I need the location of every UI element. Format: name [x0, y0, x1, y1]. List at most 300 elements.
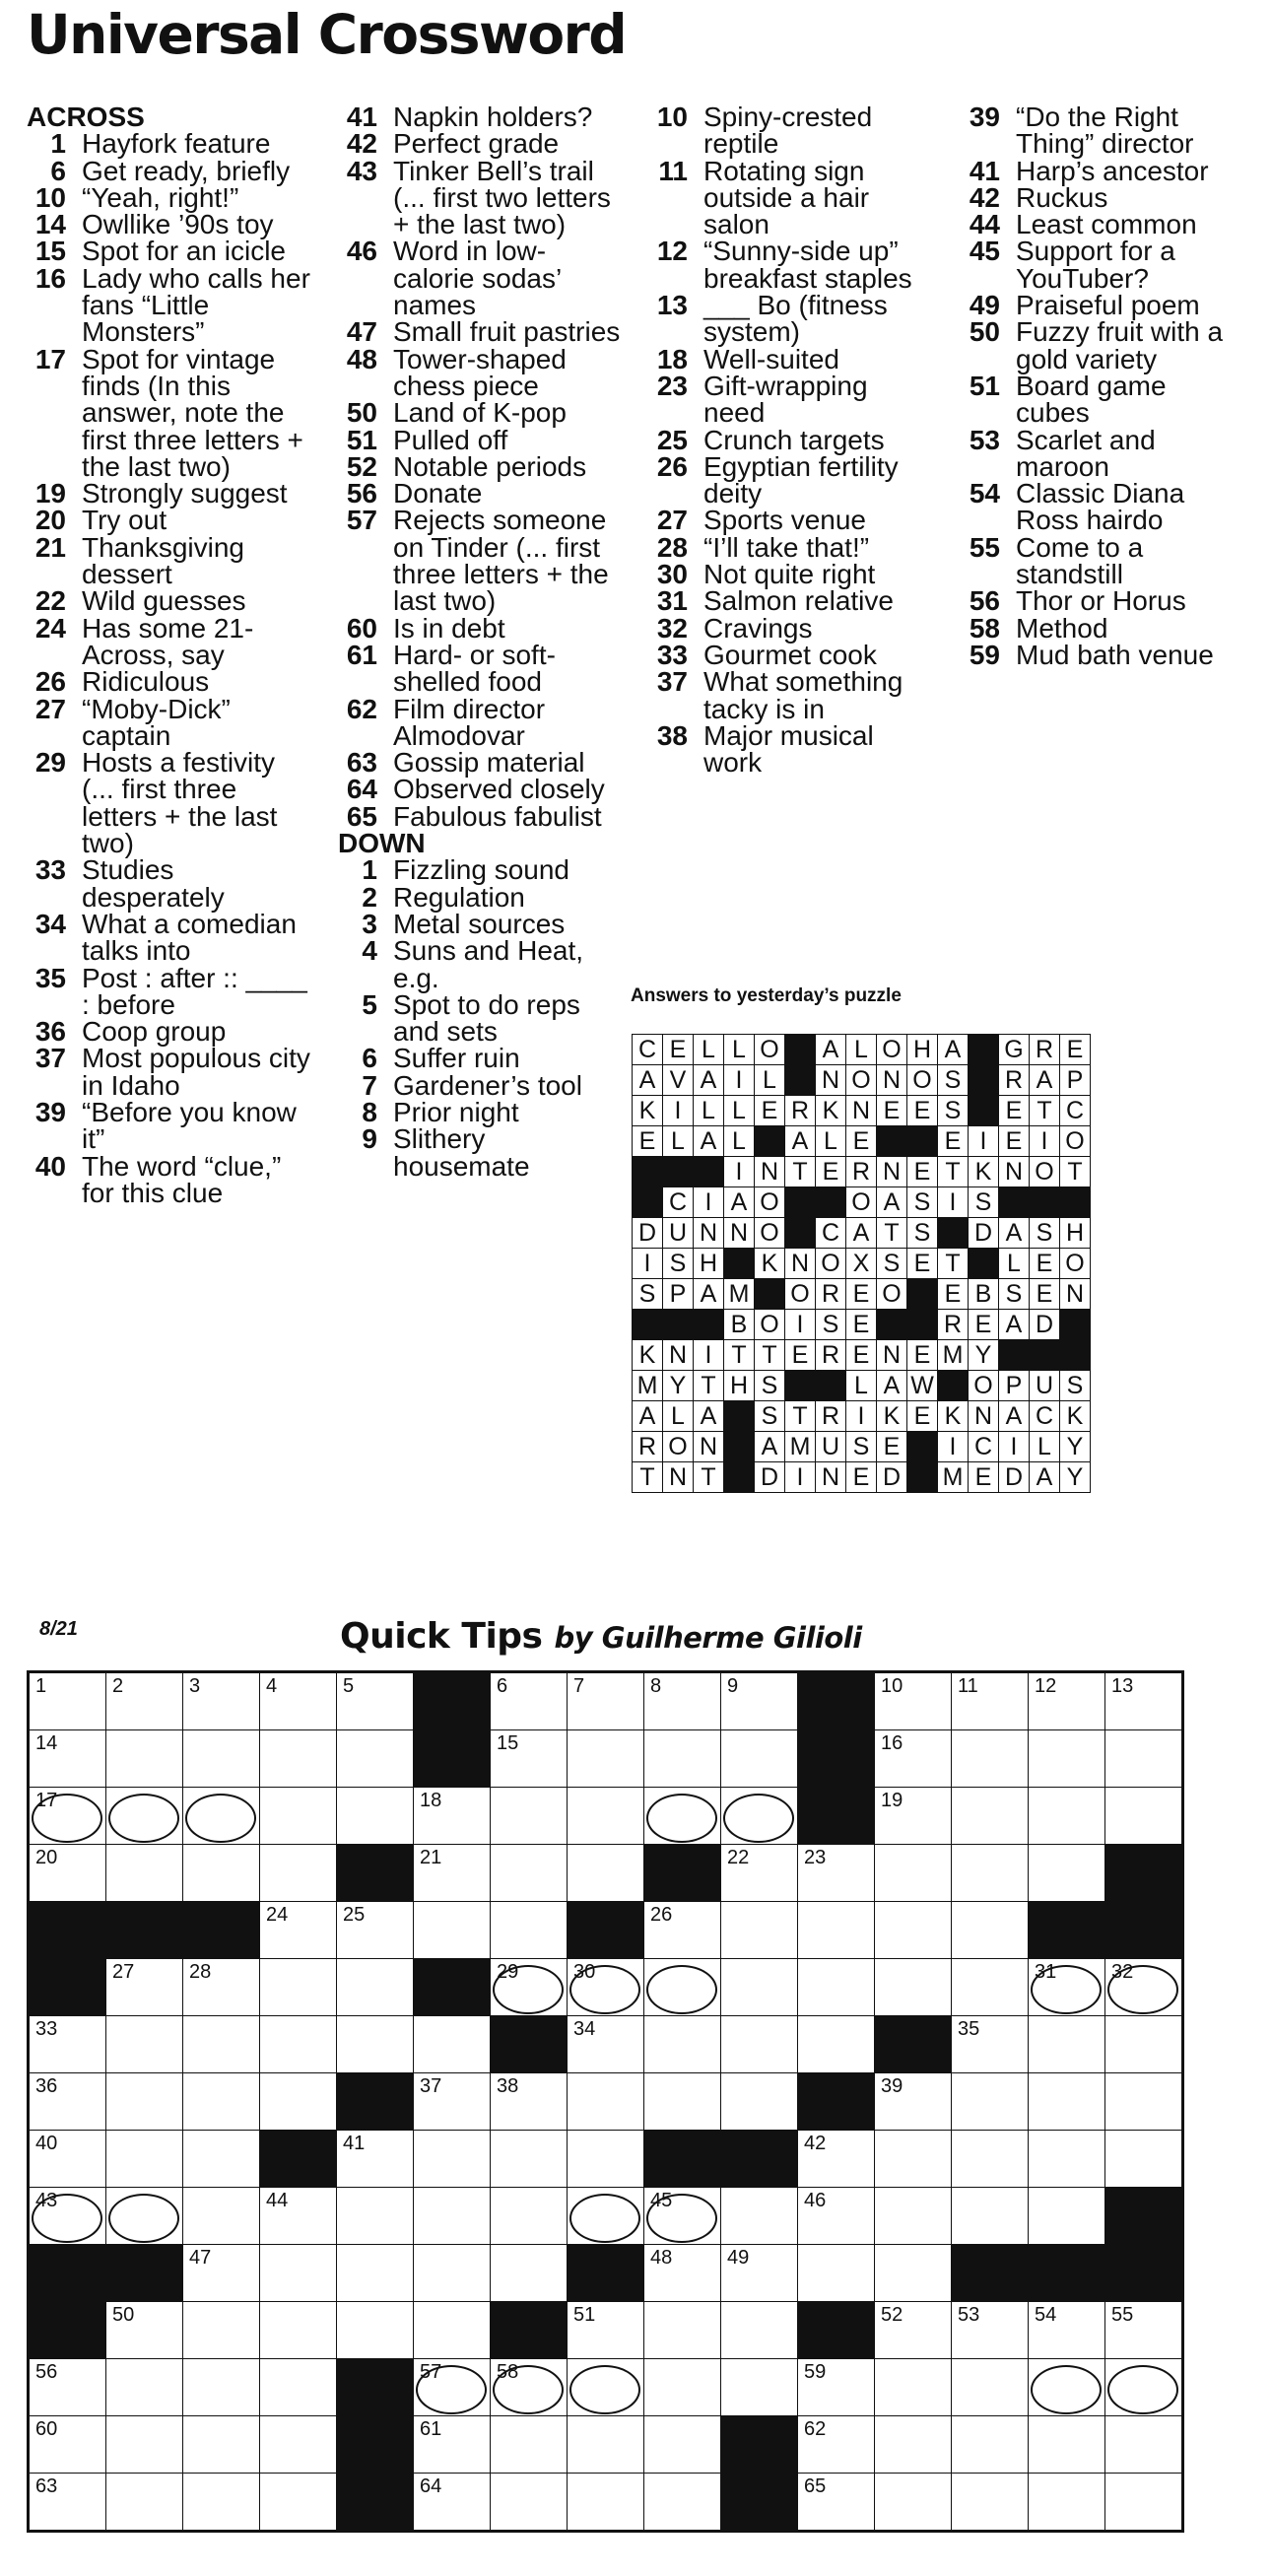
clue [338, 480, 624, 507]
clue-number: 48 [346, 343, 377, 374]
grid-cell[interactable] [414, 2131, 491, 2188]
circle-marker [646, 1965, 717, 2014]
grid-cell[interactable] [106, 2016, 183, 2073]
grid-cell[interactable] [491, 2073, 568, 2131]
grid-cell[interactable] [183, 1788, 260, 1845]
clue-text: Salmon relative [703, 585, 894, 617]
grid-cell[interactable] [260, 2188, 337, 2245]
clue-number: 37 [34, 1043, 66, 1074]
clue-number: 52 [346, 450, 377, 482]
answer-black-square [816, 1187, 846, 1218]
answer-black-square [785, 1065, 816, 1096]
clue-number: 63 [346, 747, 377, 779]
grid-cell[interactable] [414, 2245, 491, 2302]
grid-cell[interactable] [952, 1788, 1029, 1845]
grid-cell[interactable] [721, 1788, 798, 1845]
grid-cell[interactable] [1105, 1730, 1183, 1788]
grid-cell[interactable] [260, 1730, 337, 1788]
cell-number: 18 [420, 1790, 442, 1811]
grid-cell[interactable] [29, 2474, 106, 2532]
clue-number: 24 [34, 612, 66, 644]
grid-cell[interactable] [875, 1672, 952, 1730]
grid-cell[interactable] [106, 2359, 183, 2416]
grid-cell[interactable] [644, 1730, 721, 1788]
grid-cell[interactable] [798, 2016, 875, 2073]
clue-text: Word in low-calorie sodas’ names [393, 236, 562, 321]
grid-cell[interactable] [568, 1730, 644, 1788]
grid-cell[interactable] [644, 2416, 721, 2474]
clue-number: 61 [346, 639, 377, 670]
grid-cell[interactable] [798, 1902, 875, 1959]
grid-cell[interactable] [337, 1788, 414, 1845]
grid-cell[interactable] [1029, 2131, 1105, 2188]
grid-cell[interactable] [183, 2302, 260, 2359]
answer-letter: N [999, 1157, 1030, 1187]
grid-cell[interactable] [260, 1959, 337, 2016]
grid-cell[interactable] [337, 2302, 414, 2359]
clue-number: 40 [34, 1150, 66, 1182]
grid-cell[interactable] [491, 2131, 568, 2188]
grid-cell[interactable] [1029, 1672, 1105, 1730]
answer-letter: O [969, 1371, 999, 1401]
grid-cell[interactable] [29, 2016, 106, 2073]
grid-cell[interactable] [952, 2302, 1029, 2359]
answer-letter: E [1060, 1035, 1091, 1065]
grid-cell[interactable] [952, 1959, 1029, 2016]
cell-number: 15 [497, 1732, 519, 1754]
grid-cell[interactable] [1029, 1788, 1105, 1845]
clue-number: 5 [362, 988, 377, 1020]
cell-number: 32 [1111, 1961, 1134, 1983]
cell-number: 23 [804, 1847, 827, 1868]
grid-cell[interactable] [106, 1959, 183, 2016]
grid-cell[interactable] [29, 1672, 106, 1730]
grid-cell[interactable] [29, 2188, 106, 2245]
answer-letter: A [999, 1310, 1030, 1340]
grid-cell[interactable] [952, 1672, 1029, 1730]
grid-cell[interactable] [952, 2073, 1029, 2131]
grid-cell[interactable] [183, 2016, 260, 2073]
grid-cell[interactable] [952, 1902, 1029, 1959]
grid-cell[interactable] [798, 2188, 875, 2245]
grid-cell[interactable] [337, 1672, 414, 1730]
grid-cell[interactable] [875, 1845, 952, 1902]
grid-cell[interactable] [1029, 2416, 1105, 2474]
grid-cell[interactable] [644, 1788, 721, 1845]
clue-number: 58 [969, 612, 1000, 644]
clue-number: 59 [969, 639, 1000, 670]
grid-cell[interactable] [721, 2245, 798, 2302]
grid-cell[interactable] [1105, 2016, 1183, 2073]
grid-cell[interactable] [29, 2131, 106, 2188]
puzzle-byline: by Guilherme Gilioli [554, 1621, 862, 1655]
cell-number: 34 [573, 2018, 596, 2040]
grid-cell[interactable] [260, 1672, 337, 1730]
grid-cell[interactable] [721, 1959, 798, 2016]
answer-letter: X [846, 1249, 877, 1279]
clue [648, 343, 934, 374]
grid-cell[interactable] [106, 2474, 183, 2532]
grid-cell[interactable] [875, 2416, 952, 2474]
grid-cell[interactable] [1029, 1845, 1105, 1902]
grid-cell[interactable] [260, 2073, 337, 2131]
clue-text: Rotating sign outside a hair salon [703, 155, 870, 240]
grid-cell[interactable] [1029, 1959, 1105, 2016]
black-square [798, 2302, 875, 2359]
grid-cell[interactable] [414, 2359, 491, 2416]
grid-cell[interactable] [568, 2073, 644, 2131]
clue-text: Studies desperately [82, 854, 225, 913]
page-title: Universal Crossword [27, 3, 627, 66]
grid-cell[interactable] [260, 2359, 337, 2416]
grid-cell[interactable] [260, 1845, 337, 1902]
grid-cell[interactable] [183, 1730, 260, 1788]
cell-number: 8 [650, 1675, 662, 1697]
clue-text: Coop group [82, 1016, 227, 1048]
answer-letter: I [999, 1432, 1030, 1462]
grid-cell[interactable] [952, 2188, 1029, 2245]
clue [27, 1096, 312, 1155]
answer-letter: K [816, 1096, 846, 1126]
clue-number: 20 [34, 505, 66, 536]
grid-cell[interactable] [29, 1788, 106, 1845]
clue [648, 103, 934, 158]
grid-cell[interactable] [568, 2016, 644, 2073]
answer-letter: S [846, 1432, 877, 1462]
answer-black-square [694, 1310, 724, 1340]
grid-cell[interactable] [798, 1845, 875, 1902]
answer-letter: E [785, 1340, 816, 1371]
grid-cell[interactable] [952, 1730, 1029, 1788]
grid-cell[interactable] [491, 1788, 568, 1845]
clue-text: Slithery housemate [393, 1123, 530, 1182]
grid-cell[interactable] [183, 2474, 260, 2532]
answers-title: Answers to yesterday’s puzzle [631, 985, 902, 1006]
grid-cell[interactable] [29, 2359, 106, 2416]
grid-cell[interactable] [568, 2131, 644, 2188]
grid-cell[interactable] [106, 2188, 183, 2245]
grid-cell[interactable] [29, 1845, 106, 1902]
clue-number: 32 [656, 612, 688, 644]
grid-cell[interactable] [1029, 2016, 1105, 2073]
grid-cell[interactable] [952, 1845, 1029, 1902]
grid-cell[interactable] [183, 1672, 260, 1730]
grid-cell[interactable] [798, 2131, 875, 2188]
answer-letter: M [724, 1279, 755, 1310]
grid-cell[interactable] [106, 2302, 183, 2359]
grid-cell[interactable] [106, 1672, 183, 1730]
grid-cell[interactable] [644, 1672, 721, 1730]
grid-cell[interactable] [568, 2474, 644, 2532]
grid-cell[interactable] [414, 2302, 491, 2359]
grid-cell[interactable] [1029, 2359, 1105, 2416]
cell-number: 26 [650, 1904, 673, 1926]
clue [961, 181, 1246, 213]
clue-number: 43 [346, 155, 377, 186]
answer-letter: T [877, 1218, 907, 1249]
grid-cell[interactable] [491, 1959, 568, 2016]
grid-cell[interactable] [875, 2302, 952, 2359]
answer-letter: O [846, 1065, 877, 1096]
grid-cell[interactable] [798, 2359, 875, 2416]
grid-cell[interactable] [414, 2474, 491, 2532]
answer-letter: D [1030, 1310, 1060, 1340]
cell-number: 33 [35, 2018, 58, 2040]
black-square [568, 1902, 644, 1959]
answer-letter: R [785, 1096, 816, 1126]
grid-cell[interactable] [183, 2416, 260, 2474]
grid-cell[interactable] [106, 1730, 183, 1788]
black-square [491, 2302, 568, 2359]
answer-black-square [969, 1249, 999, 1279]
grid-cell[interactable] [644, 2016, 721, 2073]
grid-cell[interactable] [721, 2359, 798, 2416]
grid-cell[interactable] [875, 1730, 952, 1788]
clue-number: 6 [362, 1043, 377, 1074]
grid-cell[interactable] [337, 1730, 414, 1788]
grid-cell[interactable] [1105, 1959, 1183, 2016]
grid-cell[interactable] [875, 2245, 952, 2302]
grid-cell[interactable] [414, 1845, 491, 1902]
grid-cell[interactable] [568, 2359, 644, 2416]
grid-cell[interactable] [1105, 2073, 1183, 2131]
answer-letter: A [633, 1065, 663, 1096]
grid-cell[interactable] [183, 2359, 260, 2416]
grid-cell[interactable] [568, 2416, 644, 2474]
grid-cell[interactable] [183, 1959, 260, 2016]
cell-number: 44 [266, 2190, 289, 2211]
answer-letter: T [633, 1462, 663, 1493]
grid-cell[interactable] [798, 2474, 875, 2532]
grid-cell[interactable] [875, 2073, 952, 2131]
grid-cell[interactable] [644, 2073, 721, 2131]
grid-cell[interactable] [414, 2016, 491, 2073]
grid-cell[interactable] [106, 1788, 183, 1845]
grid-cell[interactable] [721, 1845, 798, 1902]
clue-text: Suns and Heat, e.g. [393, 935, 584, 993]
clue [338, 316, 624, 348]
grid-cell[interactable] [183, 2245, 260, 2302]
grid-cell[interactable] [337, 1902, 414, 1959]
grid-cell[interactable] [721, 1902, 798, 1959]
grid-cell[interactable] [337, 2131, 414, 2188]
grid-cell[interactable] [260, 2016, 337, 2073]
grid-cell[interactable] [568, 2188, 644, 2245]
black-square [414, 1672, 491, 1730]
grid-cell[interactable] [106, 1845, 183, 1902]
grid-cell[interactable] [260, 2474, 337, 2532]
answer-letter: N [785, 1249, 816, 1279]
clue-text: Major musical work [703, 719, 874, 779]
cell-number: 56 [35, 2361, 58, 2383]
grid-cell[interactable] [337, 1959, 414, 2016]
black-square [798, 1788, 875, 1845]
answer-letter: E [907, 1340, 938, 1371]
grid-cell[interactable] [106, 2131, 183, 2188]
grid-cell[interactable] [798, 2416, 875, 2474]
black-square [337, 2416, 414, 2474]
grid-cell[interactable] [952, 2016, 1029, 2073]
answer-letter: I [633, 1249, 663, 1279]
answer-black-square [1060, 1310, 1091, 1340]
clue-text: Not quite right [703, 559, 876, 590]
grid-cell[interactable] [952, 2359, 1029, 2416]
grid-cell[interactable] [1105, 2302, 1183, 2359]
grid-cell[interactable] [183, 1845, 260, 1902]
clue-column-1 [27, 103, 312, 1206]
grid-cell[interactable] [568, 1672, 644, 1730]
grid-cell[interactable] [1105, 2474, 1183, 2532]
clue-number: 56 [969, 585, 1000, 617]
answer-black-square [724, 1401, 755, 1432]
grid-cell[interactable] [260, 1788, 337, 1845]
clue-text: Rejects someone on Tinder (... first three letters + the last two) [393, 505, 609, 617]
grid-cell[interactable] [798, 2245, 875, 2302]
grid-cell[interactable] [106, 2416, 183, 2474]
grid-cell[interactable] [337, 2245, 414, 2302]
clue [648, 612, 934, 644]
answer-letter: L [755, 1065, 785, 1096]
cell-number: 22 [727, 1847, 750, 1868]
grid-cell[interactable] [568, 1845, 644, 1902]
answer-letter: R [816, 1340, 846, 1371]
grid-cell[interactable] [29, 2416, 106, 2474]
answer-letter: A [816, 1035, 846, 1065]
grid-cell[interactable] [875, 2359, 952, 2416]
grid-cell[interactable] [875, 2474, 952, 2532]
grid-cell[interactable] [721, 2302, 798, 2359]
grid-cell[interactable] [644, 2474, 721, 2532]
grid-cell[interactable] [414, 1902, 491, 1959]
grid-cell[interactable] [491, 2188, 568, 2245]
grid-cell[interactable] [183, 2073, 260, 2131]
grid-cell[interactable] [1105, 1788, 1183, 1845]
grid-cell[interactable] [1105, 2131, 1183, 2188]
grid-cell[interactable] [644, 2359, 721, 2416]
clue-number: 13 [656, 290, 688, 321]
answer-letter: G [999, 1035, 1030, 1065]
grid-cell[interactable] [644, 1959, 721, 2016]
grid-cell[interactable] [644, 2188, 721, 2245]
answer-letter: L [846, 1035, 877, 1065]
grid-cell[interactable] [644, 1902, 721, 1959]
grid-cell[interactable] [1029, 2302, 1105, 2359]
grid-cell[interactable] [721, 2016, 798, 2073]
grid-cell[interactable] [414, 1788, 491, 1845]
clue [338, 774, 624, 805]
grid-cell[interactable] [260, 2416, 337, 2474]
grid-cell[interactable] [260, 2245, 337, 2302]
grid-cell[interactable] [491, 2359, 568, 2416]
grid-cell[interactable] [875, 1788, 952, 1845]
grid-cell[interactable] [491, 1902, 568, 1959]
answer-letter: T [694, 1371, 724, 1401]
grid-cell[interactable] [1105, 2359, 1183, 2416]
grid-cell[interactable] [875, 2131, 952, 2188]
grid-cell[interactable] [491, 1730, 568, 1788]
grid-cell[interactable] [29, 2073, 106, 2131]
answer-black-square [938, 1218, 969, 1249]
grid-cell[interactable] [644, 2302, 721, 2359]
grid-cell[interactable] [29, 1730, 106, 1788]
grid-cell[interactable] [183, 2188, 260, 2245]
grid-cell[interactable] [106, 2073, 183, 2131]
answer-black-square [785, 1187, 816, 1218]
grid-cell[interactable] [1029, 1730, 1105, 1788]
answer-letter: O [1030, 1157, 1060, 1187]
clue-number: 44 [969, 209, 1000, 240]
grid-cell[interactable] [721, 1730, 798, 1788]
clue-text: Metal sources [393, 908, 566, 939]
answer-black-square [877, 1126, 907, 1157]
grid-cell[interactable] [414, 2416, 491, 2474]
grid-cell[interactable] [183, 2131, 260, 2188]
grid-cell[interactable] [491, 2474, 568, 2532]
cell-number: 9 [727, 1675, 739, 1697]
clue-text: Spot to do reps and sets [393, 988, 580, 1048]
grid-cell[interactable] [952, 2474, 1029, 2532]
grid-cell[interactable] [337, 2188, 414, 2245]
answer-letter: E [999, 1126, 1030, 1157]
clue [338, 747, 624, 779]
answer-letter: D [999, 1462, 1030, 1493]
grid-cell[interactable] [491, 2245, 568, 2302]
answer-letter: O [1060, 1126, 1091, 1157]
clue-number: 11 [658, 155, 688, 186]
answer-letter: I [724, 1065, 755, 1096]
grid-cell[interactable] [1105, 1672, 1183, 1730]
grid-cell[interactable] [875, 2188, 952, 2245]
grid-cell[interactable] [952, 2131, 1029, 2188]
grid-cell[interactable] [568, 1959, 644, 2016]
cell-number: 1 [35, 1675, 47, 1697]
grid-cell[interactable] [644, 2245, 721, 2302]
grid-cell[interactable] [491, 1845, 568, 1902]
clue [338, 1069, 624, 1101]
clue-text: Napkin holders? [393, 102, 593, 132]
clue [338, 937, 624, 991]
grid-cell[interactable] [875, 1902, 952, 1959]
grid-cell[interactable] [414, 2188, 491, 2245]
answer-letter: O [785, 1279, 816, 1310]
grid-cell[interactable] [1029, 2474, 1105, 2532]
clue [961, 318, 1246, 373]
grid-cell[interactable] [1029, 2073, 1105, 2131]
clue [961, 480, 1246, 534]
grid-cell[interactable] [491, 1672, 568, 1730]
grid-cell[interactable] [568, 2302, 644, 2359]
grid-cell[interactable] [260, 1902, 337, 1959]
grid-cell[interactable] [721, 2073, 798, 2131]
answer-letter: E [938, 1279, 969, 1310]
grid-cell[interactable] [721, 1672, 798, 1730]
grid-cell[interactable] [260, 2302, 337, 2359]
grid-cell[interactable] [875, 1959, 952, 2016]
grid-cell[interactable] [1029, 2188, 1105, 2245]
grid-cell[interactable] [721, 2188, 798, 2245]
grid-cell[interactable] [568, 1788, 644, 1845]
grid-cell[interactable] [952, 2416, 1029, 2474]
grid-cell[interactable] [414, 2073, 491, 2131]
cell-number: 17 [35, 1790, 58, 1811]
grid-cell[interactable] [798, 1959, 875, 2016]
answer-letter: K [969, 1157, 999, 1187]
grid-cell[interactable] [1105, 2416, 1183, 2474]
grid-cell[interactable] [491, 2416, 568, 2474]
grid-cell[interactable] [337, 2016, 414, 2073]
answer-letter: E [846, 1279, 877, 1310]
answer-letter: A [877, 1371, 907, 1401]
